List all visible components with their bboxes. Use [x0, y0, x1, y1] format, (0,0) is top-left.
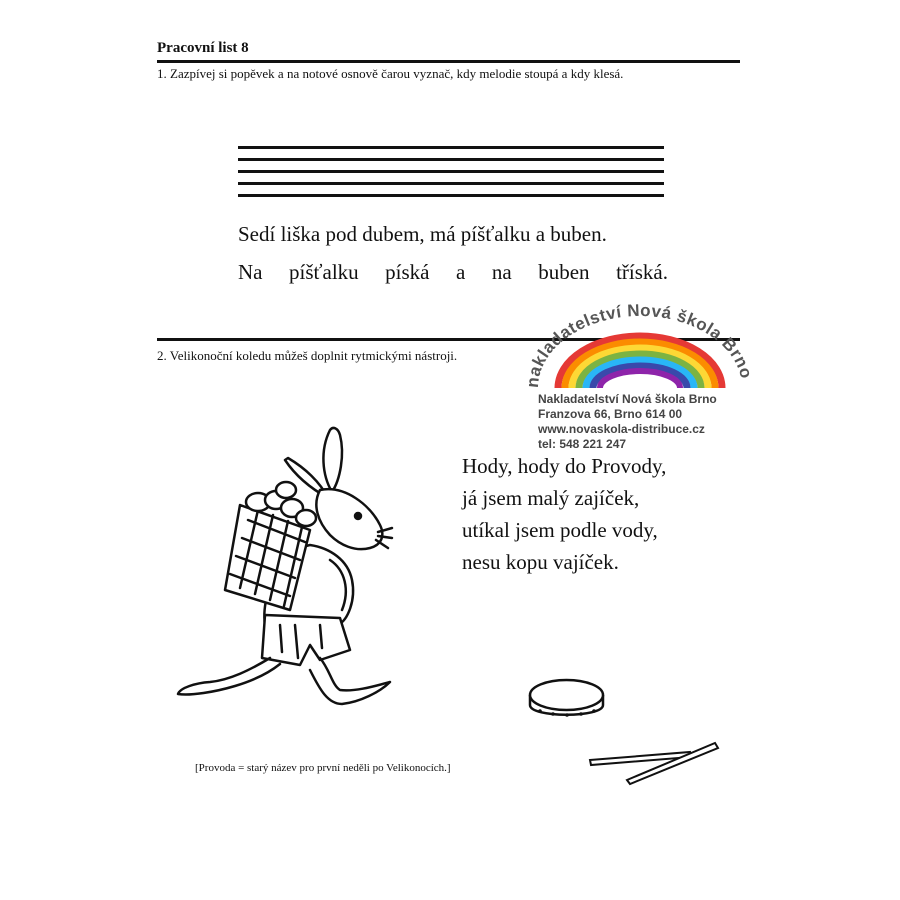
- song-line-1: Sedí liška pod dubem, má píšťalku a buben.: [238, 222, 607, 246]
- staff-line: [238, 170, 664, 173]
- song-line-2: Na píšťalku píská a na buben tříská.: [238, 260, 668, 284]
- watermark-line3: www.novaskola-distribuce.cz: [538, 422, 705, 436]
- staff-line: [238, 194, 664, 197]
- drumsticks: [585, 738, 725, 788]
- worksheet-title: Pracovní list 8: [157, 40, 249, 56]
- task1-instruction: 1. Zazpívej si popěvek a na notové osnově čarou vyznač, kdy melodie stoupá a kdy klesá.: [157, 66, 624, 81]
- staff-line: [238, 158, 664, 161]
- rainbow-icon: [558, 336, 722, 388]
- title-divider: [157, 60, 740, 63]
- rabbit-illustration: [170, 420, 400, 730]
- watermark-arc-text: nakladatelství Nová škola Brno: [522, 300, 757, 389]
- watermark-line1: Nakladatelství Nová škola Brno: [538, 392, 717, 406]
- staff-line: [238, 182, 664, 185]
- watermark-line2: Franzova 66, Brno 614 00: [538, 407, 683, 421]
- drum-icon: [525, 673, 610, 723]
- poem-line: já jsem malý zajíček,: [462, 486, 640, 510]
- poem-line: nesu kopu vajíček.: [462, 550, 619, 574]
- watermark-line4: tel: 548 221 247: [538, 437, 627, 451]
- poem-line: utíkal jsem podle vody,: [462, 518, 658, 542]
- poem: [462, 450, 666, 578]
- drumstick-icon: [627, 743, 718, 784]
- task2-instruction: 2. Velikonoční koledu můžeš doplnit rytmickými nástroji.: [157, 348, 458, 363]
- staff-line: [238, 146, 664, 149]
- poem-line: Hody, hody do Provody,: [462, 454, 667, 478]
- footnote: [Provoda = starý název pro první neděli po Velikonocích.]: [195, 762, 451, 774]
